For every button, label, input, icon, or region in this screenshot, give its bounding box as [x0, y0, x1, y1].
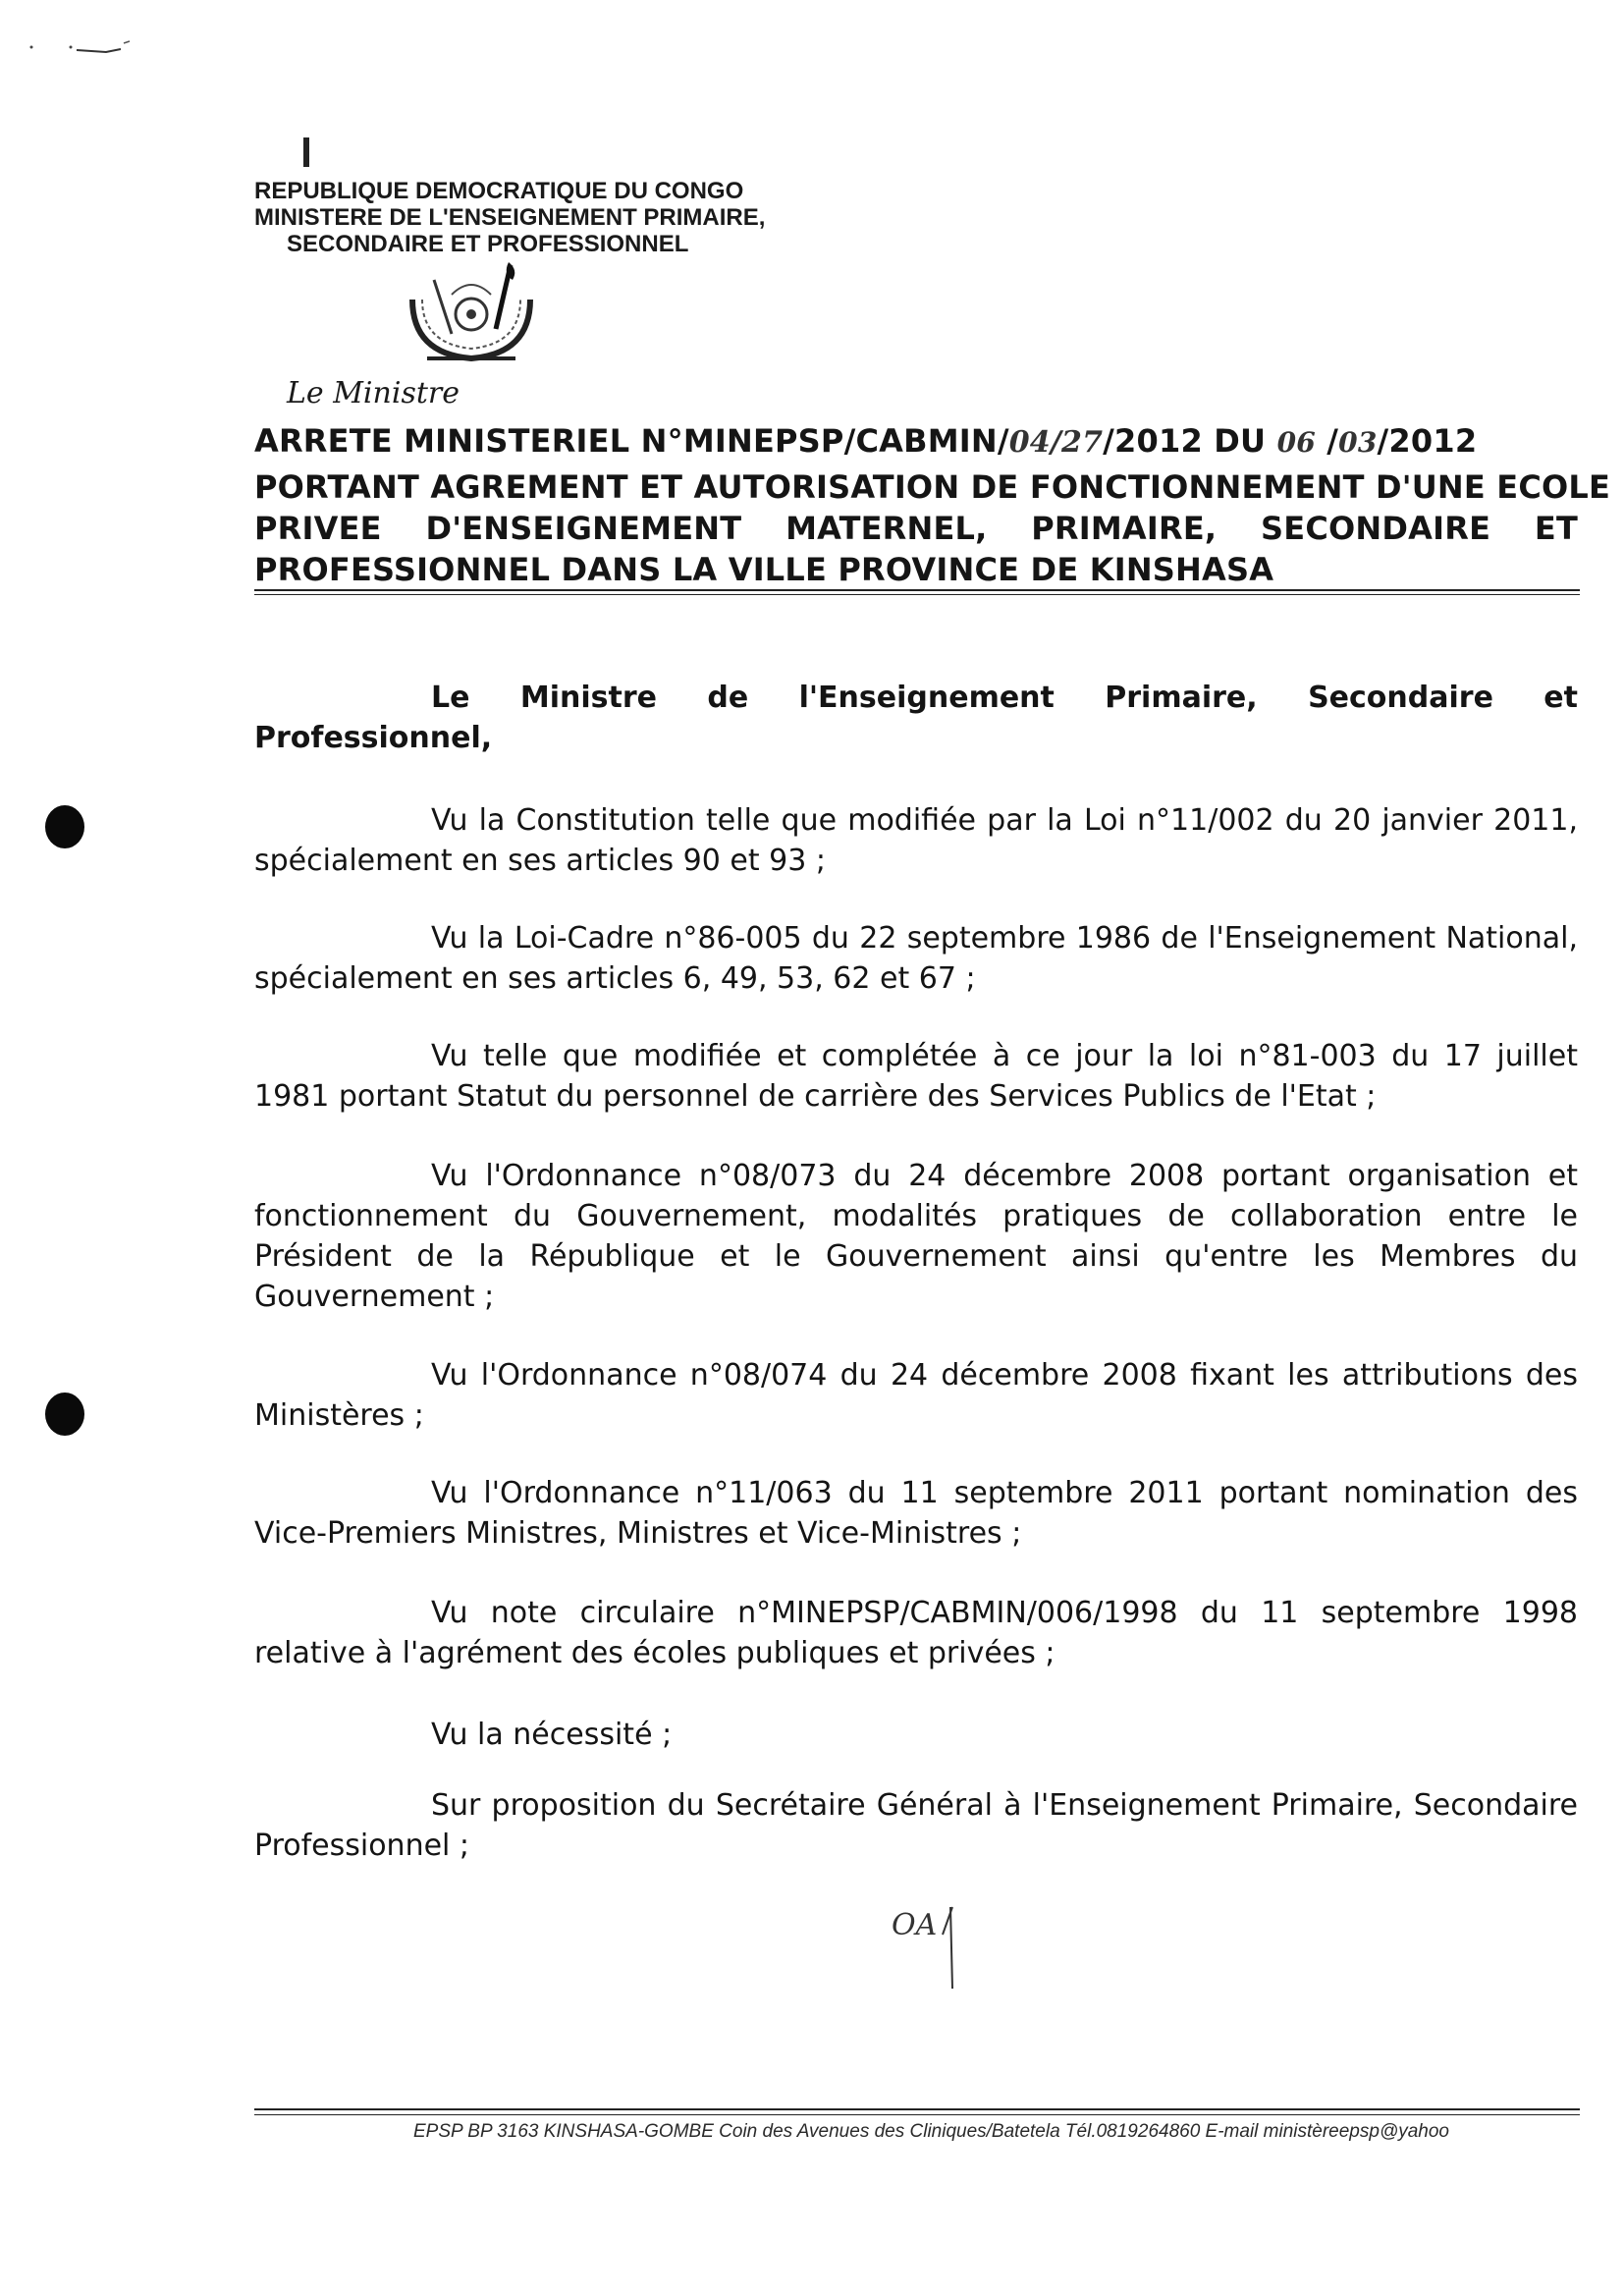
decree-month: 03 — [1338, 426, 1378, 459]
minister-intro: Le Ministre de l'Enseignement Primaire, Secondaire et Professionnel, — [254, 681, 1578, 755]
ministry-name: MINISTERE DE L'ENSEIGNEMENT PRIMAIRE, — [254, 204, 766, 231]
footer-rule-bottom — [254, 2114, 1580, 2115]
decree-year: /2012 DU — [1103, 422, 1277, 460]
punch-hole-top — [45, 805, 84, 848]
visa-circulaire: Vu note circulaire n°MINEPSP/CABMIN/006/1998 du 11 septembre 1998 relative à l'agrément des écoles publiques et privées ; — [254, 1596, 1578, 1670]
visa-necessite: Vu la nécessité ; — [431, 1718, 673, 1752]
punch-hole-bottom — [45, 1393, 84, 1436]
decree-number: 04/27 — [1008, 425, 1104, 460]
decree-title-line2: PORTANT AGREMENT ET AUTORISATION DE FONCTIONNEMENT D'UNE ECOLE — [254, 468, 1611, 506]
visa-loi-cadre: Vu la Loi-Cadre n°86-005 du 22 septembre 1986 de l'Enseignement National, spécialement en ses articles 6, 49, 53, 62 et 67 ; — [254, 921, 1578, 996]
coat-of-arms-icon — [393, 260, 550, 373]
decree-day: 06 — [1276, 426, 1316, 459]
decree-date-year: /2012 — [1377, 422, 1478, 460]
visa-ordonnance-074: Vu l'Ordonnance n°08/074 du 24 décembre 2008 fixant les attributions des Ministères ; — [254, 1358, 1578, 1433]
decree-number-prefix: ARRETE MINISTERIEL N°MINEPSP/CABMIN/ — [254, 422, 1009, 460]
visa-ordonnance-073: Vu l'Ordonnance n°08/073 du 24 décembre 2008 portant organisation et fonctionnement du Gouvernement, modalités pratiques de collaboration entre le Président de la République et le Gouvernement ainsi qu'entre les Membres du Gouvernement ; — [254, 1159, 1578, 1314]
decree-title-line3: PRIVEE D'ENSEIGNEMENT MATERNEL, PRIMAIRE, SECONDAIRE ET — [254, 510, 1578, 547]
visa-constitution: Vu la Constitution telle que modifiée par la Loi n°11/002 du 20 janvier 2011, spécialement en ses articles 90 et 93 ; — [254, 803, 1578, 878]
scan-mark — [303, 137, 309, 167]
proposition: Sur proposition du Secrétaire Général à l'Enseignement Primaire, Secondaire Professionnel ; — [254, 1788, 1578, 1863]
visa-statut: Vu telle que modifiée et complétée à ce jour la loi n°81-003 du 17 juillet 1981 portant Statut du personnel de carrière des Services Publics de l'Etat ; — [254, 1039, 1578, 1114]
decree-title-line1: ARRETE MINISTERIEL N°MINEPSP/CABMIN/04/27/2012 DU 06 /03/2012 — [254, 422, 1478, 460]
visa-ordonnance-063: Vu l'Ordonnance n°11/063 du 11 septembre 2011 portant nomination des Vice-Premiers Ministres, Ministres et Vice-Ministres ; — [254, 1476, 1578, 1551]
initials-signature — [884, 1895, 982, 1994]
title-rule-bottom — [254, 594, 1580, 595]
scan-specks — [27, 37, 135, 57]
country-name: REPUBLIQUE DEMOCRATIQUE DU CONGO — [254, 178, 744, 204]
footer-rule-top — [254, 2108, 1580, 2110]
title-rule-top — [254, 589, 1580, 591]
decree-title-line4: PROFESSIONNEL DANS LA VILLE PROVINCE DE KINSHASA — [254, 551, 1274, 588]
signatory-title: Le Ministre — [287, 376, 460, 410]
svg-text:OA: OA — [892, 1908, 938, 1942]
footer-address: EPSP BP 3163 KINSHASA-GOMBE Coin des Avenues des Cliniques/Batetela Tél.0819264860 E-mail ministèreepsp@yahoo — [413, 2121, 1450, 2142]
ministry-name-cont: SECONDAIRE ET PROFESSIONNEL — [287, 231, 689, 257]
